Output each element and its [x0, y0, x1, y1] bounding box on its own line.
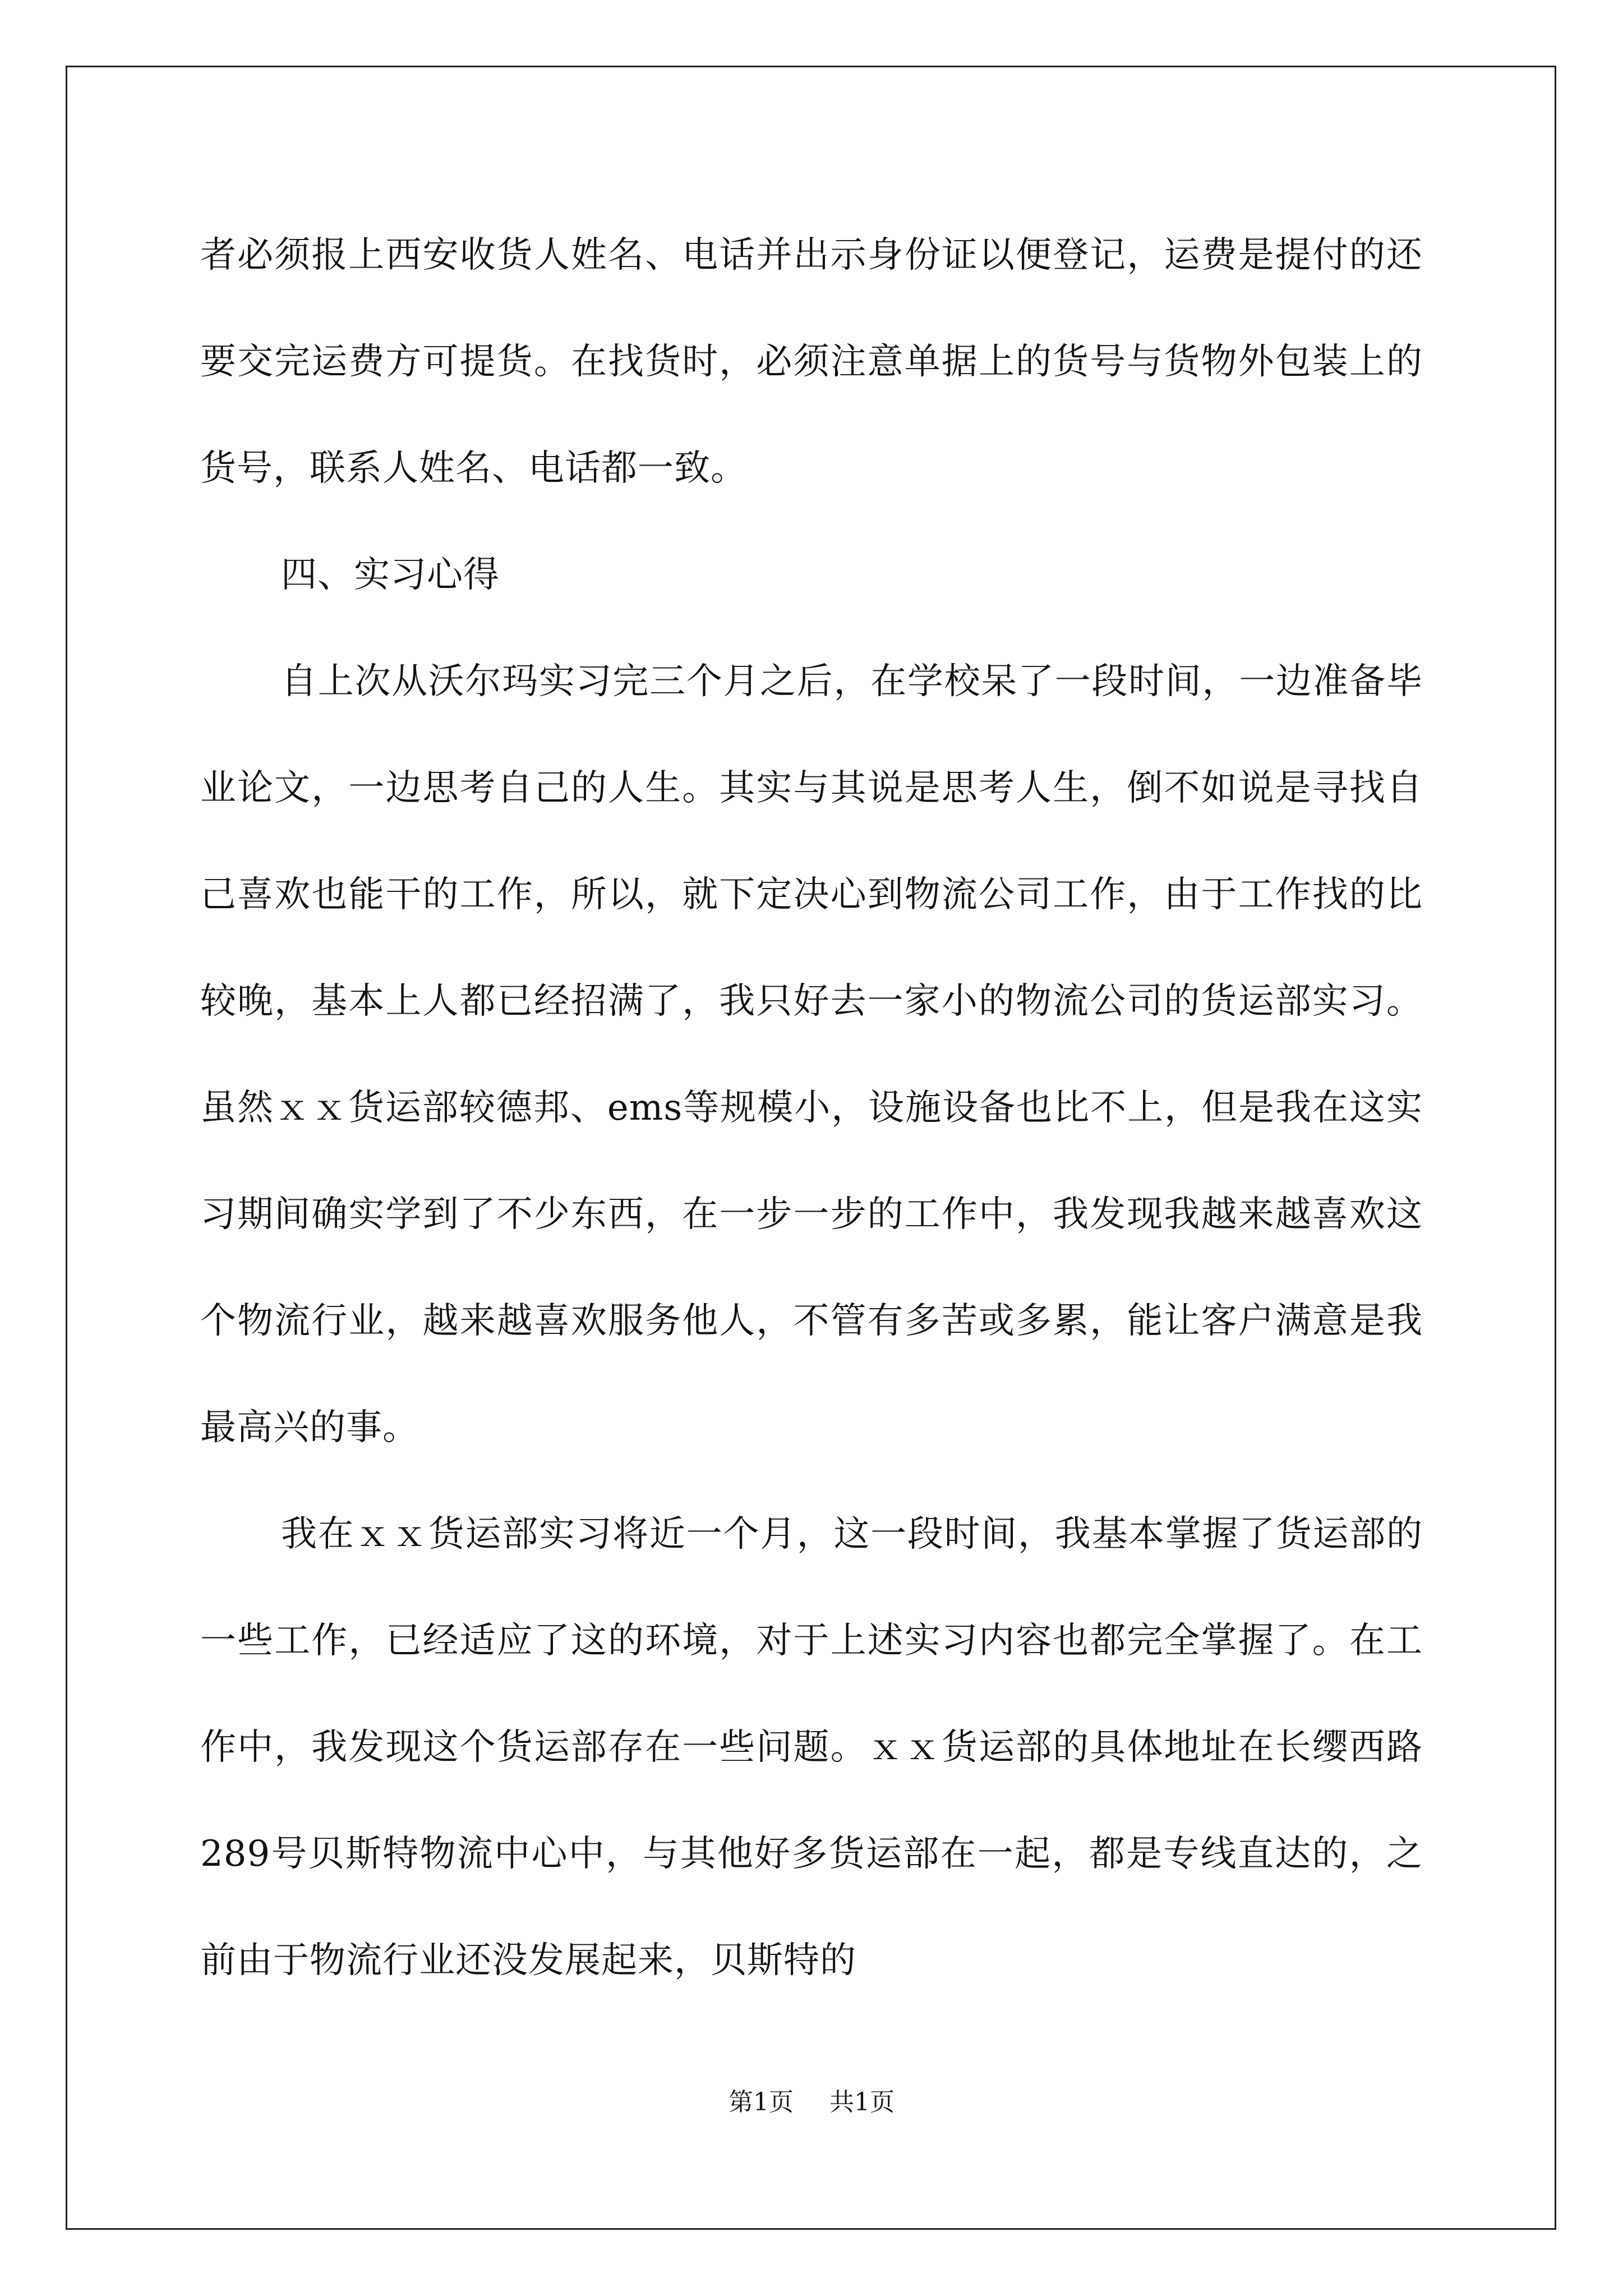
section-heading: 四、实习心得	[281, 554, 500, 596]
document-body	[200, 202, 1423, 2014]
paragraph: 自上次从沃尔玛实习完三个月之后，在学校呆了一段时间，一边准备毕业论文，一边思考自己的人生。其实与其说是思考人生，倒不如说是寻找自己喜欢也能干的工作，所以，就下定决心到物流公司工作，由于工作找的比较晚，基本上人都已经招满了，我只好去一家小的物流公司的货运部实习。虽然ｘｘ货运部较德邦、ems等规模小，设施设备也比不上，但是我在这实习期间确实学到了不少东西，在一步一步的工作中，我发现我越来越喜欢这个物流行业，越来越喜欢服务他人，不管有多苦或多累，能让客户满意是我最高兴的事。	[200, 661, 1423, 1448]
page-total: 共1页	[829, 2088, 895, 2116]
page-footer	[0, 2086, 1623, 2119]
paragraph: 我在ｘｘ货运部实习将近一个月，这一段时间，我基本掌握了货运部的一些工作，已经适应了这的环境，对于上述实习内容也都完全掌握了。在工作中，我发现这个货运部存在一些问题。ｘｘ货运部的具体地址在长缨西路289号贝斯特物流中心中，与其他好多货运部在一起，都是专线直达的，之前由于物流行业还没发展起来，贝斯特的	[200, 1513, 1423, 1981]
page-number: 第1页	[728, 2088, 794, 2116]
paragraph-continuation: 者必须报上西安收货人姓名、电话并出示身份证以便登记，运费是提付的还要交完运费方可提货。在找货时，必须注意单据上的货号与货物外包装上的货号，联系人姓名、电话都一致。	[200, 234, 1423, 489]
